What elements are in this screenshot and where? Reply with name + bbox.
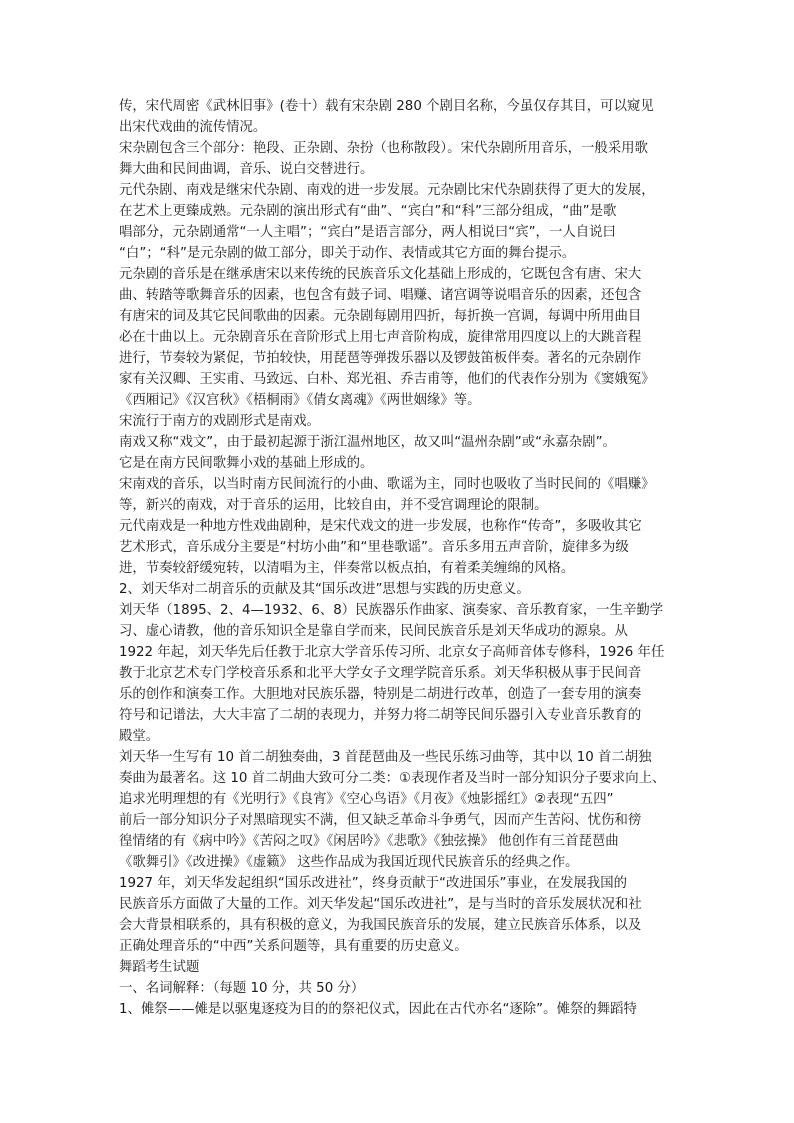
text-line: 前后一部分知识分子对黑暗现实不满，但又缺乏革命斗争勇气，因而产生苦闷、忧伤和徬 xyxy=(119,813,642,828)
text-line: 舞大曲和民间曲调，音乐、说白交替进行。 xyxy=(119,162,374,177)
text-line: 1927 年，刘天华发起组织“国乐改进社”，终身贡献于“改进国乐”事业，在发展我国的 xyxy=(119,876,627,891)
text-line: 宋流行于南方的戏剧形式是南戏。 xyxy=(119,414,320,429)
text-line: 追求光明理想的有《光明行》《良宵》《空心鸟语》《月夜》《烛影摇红》②表现“五四” xyxy=(119,792,614,807)
text-line: 1、傩祭——傩是以驱鬼逐疫为目的的祭祀仪式，因此在古代亦名“逐除”。傩祭的舞蹈特 xyxy=(119,1002,637,1017)
text-line: 元代杂剧、南戏是继宋代杂剧、南戏的进一步发展。元杂剧比宋代杂剧获得了更大的发展， xyxy=(119,183,655,198)
paragraph xyxy=(119,411,679,432)
paragraph xyxy=(119,96,679,138)
paragraph xyxy=(119,432,679,474)
text-line: 元杂剧的音乐是在继承唐宋以来传统的民族音乐文化基础上形成的，它既包含有唐、宋大 xyxy=(119,267,642,282)
text-line: 1922 年起，刘天华先后任教于北京大学音乐传习所、北京女子高师音体专修科，1926 年任 xyxy=(119,645,665,660)
text-line: 元代南戏是一种地方性戏曲剧种，是宋代戏文的进一步发展，也称作“传奇”，多吸收其它 xyxy=(119,519,642,534)
paragraph xyxy=(119,138,679,180)
paragraph xyxy=(119,180,679,264)
paragraph xyxy=(119,999,679,1020)
text-line: 舞蹈考生试题 xyxy=(119,960,200,975)
text-line: 在艺术上更臻成熟。元杂剧的演出形式有“曲”、“宾白”和“科”三部分组成，“曲”是歌 xyxy=(119,204,617,219)
text-line: 奏曲为最著名。这 10 首二胡曲大致可分二类：①表现作者及当时一部分知识分子要求向上、 xyxy=(119,771,666,786)
paragraph xyxy=(119,474,679,516)
text-line: 曲、转踏等歌舞音乐的因素，也包含有鼓子词、唱赚、诸宫调等说唱音乐的因素，还包含 xyxy=(119,288,642,303)
text-line: 进行，节奏较为紧促，节拍较快，用琵琶等弹拨乐器以及锣鼓笛板伴奏。著名的元杂剧作 xyxy=(119,351,642,366)
text-line: 符号和记谱法，大大丰富了二胡的表现力，并努力将二胡等民间乐器引入专业音乐教育的 xyxy=(119,708,642,723)
text-line: 教于北京艺术专门学校音乐系和北平大学女子文理学院音乐系。刘天华积极从事于民间音 xyxy=(119,666,642,681)
text-line: 等，新兴的南戏，对于音乐的运用，比较自由，并不受宫调理论的限制。 xyxy=(119,498,548,513)
text-line: 徨情绪的有《病中吟》《苦闷之叹》《闲居吟》《悲歌》《独弦操》 他创作有三首琵琶曲 xyxy=(119,834,619,849)
text-line: 传，宋代周密《武林旧事》(卷十）载有宋杂剧 280 个剧目名称，今虽仅存其目，可以窥见 xyxy=(119,99,654,114)
text-line: 刘天华（1895、2、4—1932、6、8）民族器乐作曲家、演奏家、音乐教育家，一生辛勤学 xyxy=(119,603,664,618)
text-line: 习、虚心请教，他的音乐知识全是靠自学而来，民间民族音乐是刘天华成功的源泉。从 xyxy=(119,624,628,639)
text-line: 宋杂剧包含三个部分：艳段、正杂剧、杂扮（也称散段）。宋代杂剧所用音乐，一般采用歌 xyxy=(119,141,648,156)
text-line: 刘天华一生写有 10 首二胡独奏曲，3 首琵琶曲及一些民乐练习曲等，其中以 10 首二胡独 xyxy=(119,750,652,765)
paragraph xyxy=(119,873,679,957)
text-line: 正确处理音乐的“中西”关系问题等，具有重要的历史意义。 xyxy=(119,939,468,954)
text-line: 《西厢记》《汉宫秋》《梧桐雨》《倩女离魂》《两世姻缘》等。 xyxy=(119,393,481,408)
paragraph xyxy=(119,978,679,999)
text-line: 出宋代戏曲的流传情况。 xyxy=(119,120,267,135)
text-line: 2、刘天华对二胡音乐的贡献及其“国乐改进”思想与实践的历史意义。 xyxy=(119,582,530,597)
text-line: 民族音乐方面做了大量的工作。刘天华发起“国乐改进社”，是与当时的音乐发展状况和社 xyxy=(119,897,642,912)
text-line: 它是在南方民间歌舞小戏的基础上形成的。 xyxy=(119,456,374,471)
text-line: 殿堂。 xyxy=(119,729,160,744)
text-line: “白”；“科”是元杂剧的做工部分，即关于动作、表情或其它方面的舞台提示。 xyxy=(119,246,576,261)
text-line: 家有关汉卿、王实甫、马致远、白朴、郑光祖、乔吉甫等，他们的代表作分别为《窦娥冤》 xyxy=(119,372,655,387)
text-line: 南戏又称“戏文”，由于最初起源于浙江温州地区，故又叫“温州杂剧”或“永嘉杂剧”。 xyxy=(119,435,616,450)
paragraph xyxy=(119,957,679,978)
paragraph xyxy=(119,579,679,600)
document-body xyxy=(119,96,679,1020)
text-line: 艺术形式，音乐成分主要是“村坊小曲”和“里巷歌谣”。音乐多用五声音阶，旋律多为级 xyxy=(119,540,629,555)
paragraph xyxy=(119,516,679,579)
paragraph xyxy=(119,747,679,873)
text-line: 必在十曲以上。元杂剧音乐在音阶形式上用七声音阶构成，旋律常用四度以上的大跳音程 xyxy=(119,330,642,345)
text-line: 《歌舞引》《改进操》《虚籁》 这些作品成为我国近现代民族音乐的经典之作。 xyxy=(119,855,579,870)
text-line: 一、名词解释：（每题 10 分，共 50 分） xyxy=(119,981,365,996)
text-line: 乐的创作和演奏工作。大胆地对民族乐器，特别是二胡进行改革，创造了一套专用的演奏 xyxy=(119,687,642,702)
paragraph xyxy=(119,264,679,411)
text-line: 进，节奏较舒缓宛转，以清唱为主，伴奏常以板点拍，有着柔美缠绵的风格。 xyxy=(119,561,575,576)
text-line: 会大背景相联系的，具有积极的意义，为我国民族音乐的发展，建立民族音乐体系，以及 xyxy=(119,918,642,933)
paragraph xyxy=(119,600,679,747)
text-line: 有唐宋的词及其它民间歌曲的因素。元杂剧每剧用四折，每折换一宫调，每调中所用曲目 xyxy=(119,309,642,324)
text-line: 唱部分，元杂剧通常“一人主唱”；“宾白”是语言部分，两人相说曰“宾”，一人自说曰 xyxy=(119,225,616,240)
text-line: 宋南戏的音乐，以当时南方民间流行的小曲、歌谣为主，同时也吸收了当时民间的《唱赚》 xyxy=(119,477,655,492)
